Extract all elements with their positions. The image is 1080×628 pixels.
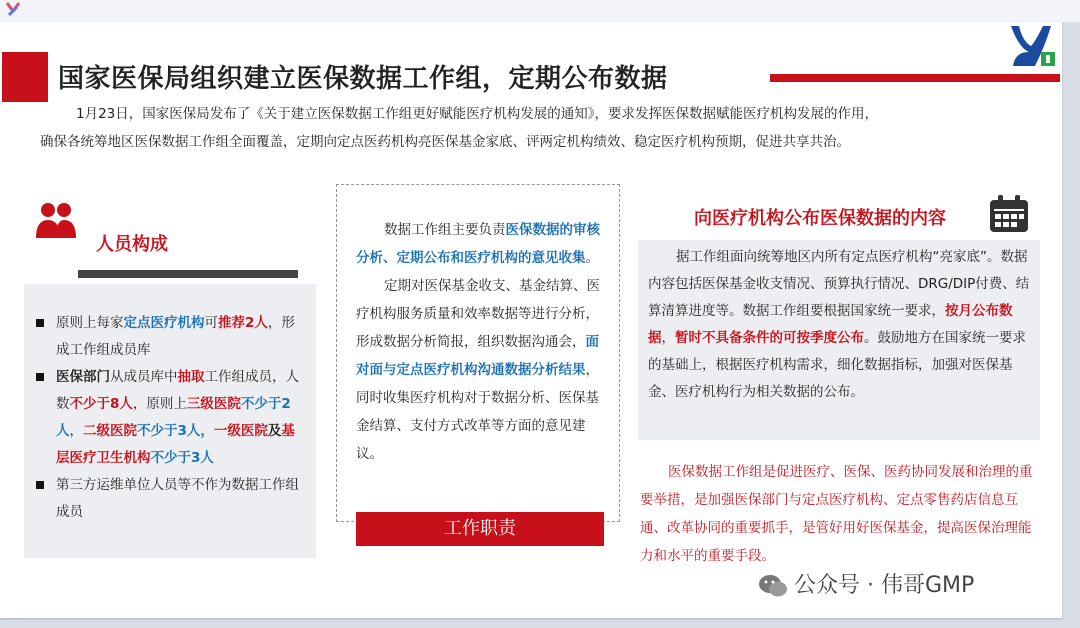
wechat-account-name: 公众号 · 伟哥GMP: [794, 573, 975, 598]
logo-icon: [1005, 22, 1057, 70]
staff-composition-box: [24, 284, 316, 558]
calendar-icon: [988, 194, 1030, 234]
list-item: 原则上每家定点医疗机构可推荐2人，形成工作组成员库: [36, 310, 304, 364]
summary-paragraph: 医保数据工作组是促进医疗、医保、医药协同发展和治理的重要举措，是加强医保部门与定点医疗机构、定点零售药店信息互通、改革协同的重要抓手，是管好用好医保基金，提高医保治理能力和水平的重要手段。: [640, 464, 1033, 564]
slide: [0, 22, 1062, 618]
intro-paragraph: [40, 100, 1030, 156]
heading-underline: [78, 270, 298, 278]
top-bar: [0, 0, 1080, 22]
app-logo-icon: [4, 0, 22, 18]
list-item: 医保部门从成员库中抽取工作组成员，人数不少于8人，原则上三级医院不少于2人，二级医院不少于3人，一级医院及基层医疗卫生机构不少于3人: [36, 364, 304, 472]
wechat-icon: [758, 574, 788, 598]
section-heading-staff: 人员构成: [96, 234, 168, 255]
intro-line-1: 1月23日，国家医保局发布了《关于建立医保数据工作组更好赋能医疗机构发展的通知》，要求发挥医保数据赋能医疗机构发展的作用，: [76, 106, 879, 122]
duties-label-button: 工作职责: [356, 512, 604, 546]
duties-text: [356, 216, 606, 468]
page-title: 国家医保局组织建立医保数据工作组，定期公布数据: [58, 64, 668, 94]
intro-line-2: 确保各统筹地区医保数据工作组全面覆盖，定期向定点医药机构亮医保基金家底、评两定机构绩效、稳定医疗机构预期，促进共享共治。: [40, 134, 850, 150]
duties-paragraph-2: 定期对医保基金收支、基金结算、医疗机构服务质量和效率数据等进行分析，形成数据分析简报，组织数据沟通会，面对面与定点医疗机构沟通数据分析结果，同时收集医疗机构对于数据分析、医保基金结算、支付方式改革等方面的意见建议。: [356, 278, 600, 462]
wechat-watermark: [758, 568, 974, 599]
duties-paragraph-1: 数据工作组主要负责医保数据的审核分析、定期公布和医疗机构的意见收集。: [356, 222, 600, 266]
section-heading-data-disclosure: 向医疗机构公布医保数据的内容: [694, 208, 946, 229]
list-item: 第三方运维单位人员等不作为数据工作组成员: [36, 472, 304, 526]
title-accent-block: [2, 52, 48, 102]
disclosure-paragraph: 据工作组面向统筹地区内所有定点医疗机构“亮家底”。数据内容包括医保基金收支情况、预算执行情况、DRG/DIP付费、结算清算进度等。数据工作组要根据国家统一要求，按月公布数据，暂时不具备条件的可按季度公布。鼓励地方在国家统一要求的基础上，根据医疗机构需求，细化数据指标，加强对医保基金、医疗机构行为相关数据的公布。: [648, 249, 1030, 400]
summary-text: [640, 458, 1038, 570]
people-icon: [34, 198, 78, 242]
title-accent-line: [770, 74, 1060, 82]
data-disclosure-text: [648, 244, 1034, 406]
